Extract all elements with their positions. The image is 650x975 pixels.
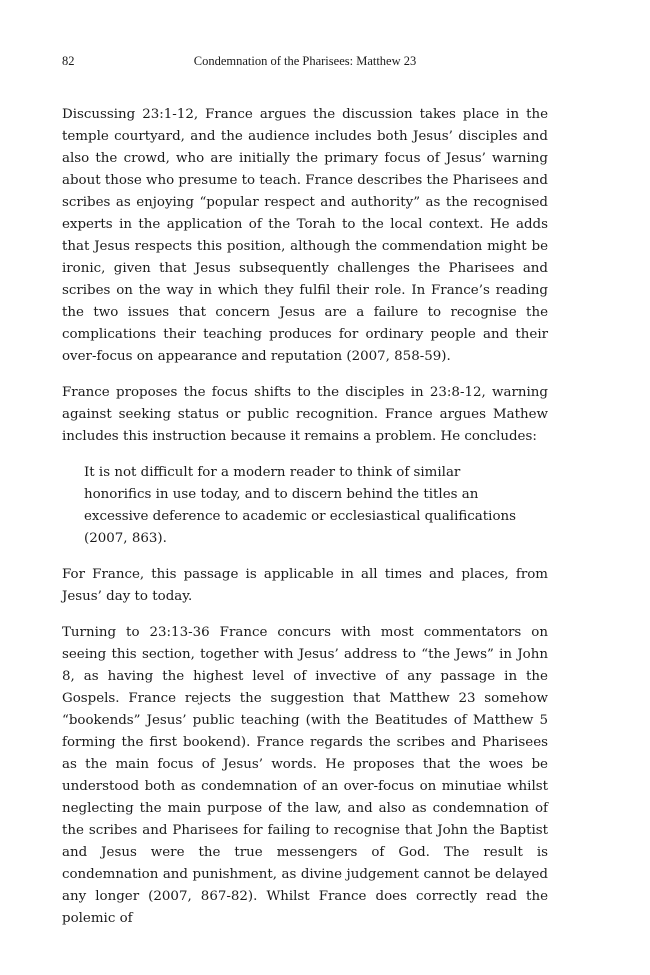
running-head [62,54,548,70]
paragraph-2: France proposes the focus shifts to the disciples in 23:8-12, warning against seeking status or public recognition. France argues Mathew includes this instruction because it remains a problem. He concludes: [62,385,548,444]
paragraph-1: Discussing 23:1-12, France argues the discussion takes place in the temple courtyard, and the audience includes both Jesus’ disciples and also the crowd, who are initially the primary focus of Jesus’ warning about those who presume to teach. France describes the Pharisees and scribes as enjoying “popular respect and authority” as the recognised experts in the application of the Torah to the local context. He adds that Jesus respects this position, although the commendation might be ironic, given that Jesus subsequently challenges the Pharisees and scribes on the way in which they fulfil their role. In France’s reading the two issues that concern Jesus are a failure to recognise the complications their teaching produces for ordinary people and their over-focus on appearance and reputation (2007, 858-59). [62,107,548,364]
block-quote: It is not difficult for a modern reader to think of similar honorifics in use today, and to discern behind the titles an excessive deference to academic or ecclesiastical qualifications (2007, 863). [84,465,517,546]
paragraph-4: Turning to 23:13-36 France concurs with most commentators on seeing this section, together with Jesus’ address to “the Jews” in John 8, as having the highest level of invective of any passage in the Gospels. France rejects the suggestion that Matthew 23 somehow “bookends” Jesus’ public teaching (with the Beatitudes of Matthew 5 forming the first bookend). France regards the scribes and Pharisees as the main focus of Jesus’ words. He proposes that the woes be understood both as condemnation of an over-focus on minutiae whilst neglecting the main purpose of the law, and also as condemnation of the scribes and Pharisees for failing to recognise that John the Baptist and Jesus were the true messengers of God. The result is condemnation and punishment, as divine judgement cannot be delayed any longer (2007, 867-82). Whilst France does correctly read the polemic of [62,625,548,926]
body-text [62,104,548,944]
running-title: Condemnation of the Pharisees: Matthew 23 [193,54,417,68]
paragraph-3: For France, this passage is applicable in all times and places, from Jesus’ day to today. [62,567,548,604]
page-number: 82 [62,54,75,68]
